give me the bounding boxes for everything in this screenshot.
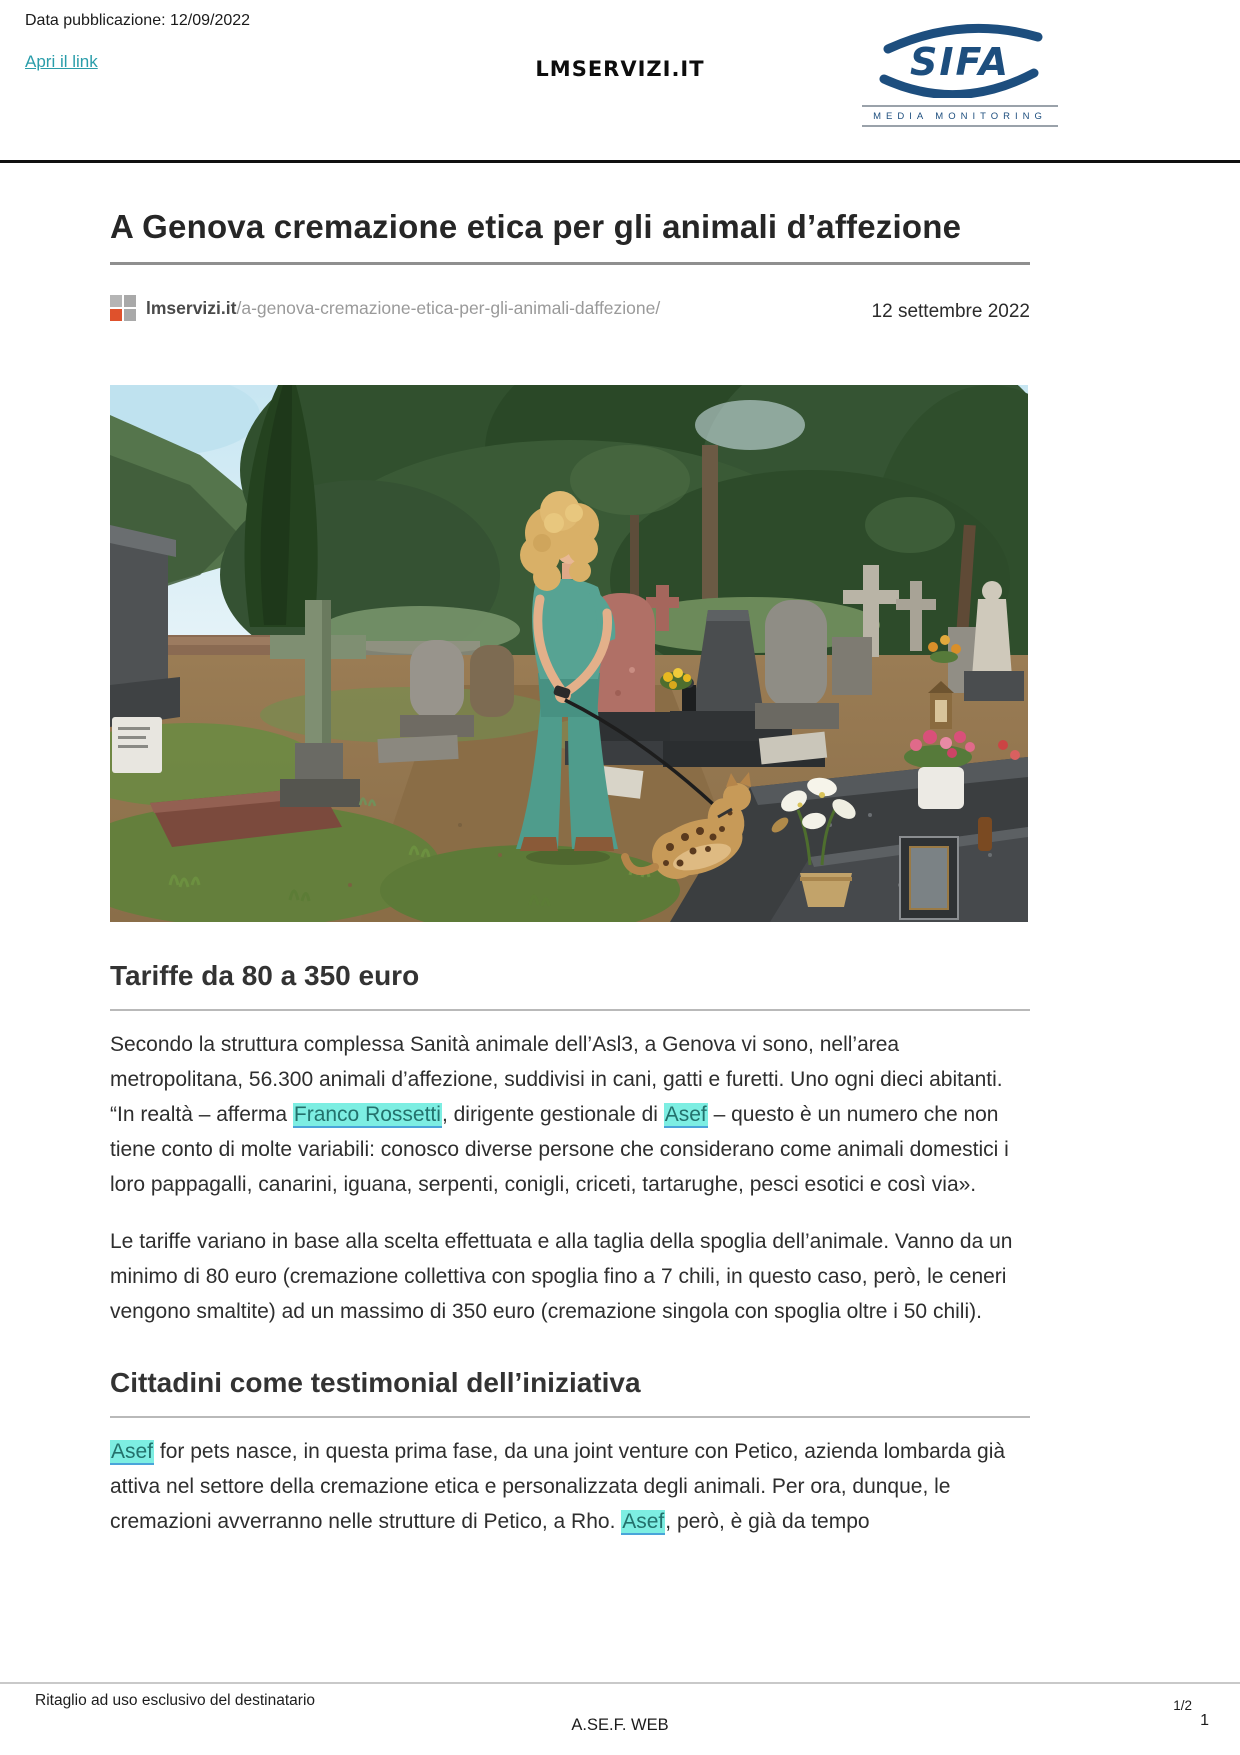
masthead-title: LMSERVIZI.IT (535, 57, 705, 81)
text-run: Secondo la struttura complessa Sanità animale dell’Asl3, a Genova vi sono, nell’area metropolitana, 56.300 animali d’affezione, suddivisi in cani, gatti e furetti. Uno ogni dieci abitanti. “In realtà – afferma (110, 1033, 1003, 1126)
paragraph (110, 1434, 1030, 1539)
site-favicon (110, 295, 136, 321)
text-run: , però, è già da tempo (665, 1510, 870, 1533)
article-photo (110, 385, 1028, 922)
title-divider (110, 262, 1030, 265)
highlight-term: Asef (111, 1440, 154, 1463)
footer-source: A.SE.F. WEB (571, 1716, 669, 1734)
source-row (110, 293, 1030, 323)
section-divider (110, 1009, 1030, 1011)
text-run: , dirigente gestionale di (441, 1103, 664, 1126)
highlight-term: Asef (622, 1510, 665, 1533)
publication-date: Data pubblicazione: 12/09/2022 (25, 12, 251, 29)
logo-tagline: MEDIA MONITORING (862, 105, 1058, 127)
section-heading: Tariffe da 80 a 350 euro (110, 960, 420, 991)
article (110, 165, 1030, 1539)
open-link[interactable]: Apri il link (25, 52, 98, 71)
text-run: – questo è un numero che non tiene conto di molte variabili: conosco diverse persone che considerano come animali domestici i loro pappagalli, canarini, iguana, serpenti, conigli, criceti, tartarughe, pesci esotici e così via». (110, 1103, 1009, 1196)
highlight-term: Franco Rossetti (293, 1103, 441, 1126)
text-run: Le tariffe variano in base alla scelta effettuata e alla taglia della spoglia dell’animale. Vanno da un minimo di 80 euro (cremazione collettiva con spoglia fino a 7 chili, in questo caso, però, le ceneri vengono smaltite) ad un massimo di 350 euro (cremazione singola con spoglia oltre i 50 chili). (110, 1230, 1013, 1323)
sifa-logo-text: SIFA (910, 40, 1010, 84)
text-run: for pets nasce, in questa prima fase, da una joint venture con Petico, azienda lombarda già attiva nel settore della cremazione etica e personalizzata degli animali. Per ora, dunque, le cremazioni avverranno nelle strutture di Petico, a Rho. (110, 1440, 1006, 1533)
section-divider (110, 1416, 1030, 1418)
sifa-logo-mark (862, 22, 1058, 98)
page-fraction: 1/2 (1173, 1698, 1192, 1713)
source-url[interactable] (146, 298, 660, 319)
footer-divider (0, 1682, 1240, 1684)
source-path: /a-genova-cremazione-etica-per-gli-animali-daffezione/ (236, 297, 661, 318)
header-divider (0, 160, 1240, 163)
article-sections (110, 958, 1030, 1539)
article-title: A Genova cremazione etica per gli animali d’affezione (110, 208, 962, 245)
article-date: 12 settembre 2022 (871, 301, 1030, 322)
cemetery-photo-illustration (110, 385, 1028, 922)
paragraph (110, 1224, 1030, 1329)
paragraph (110, 1027, 1030, 1202)
highlight-term: Asef (664, 1103, 707, 1126)
footer-notice: Ritaglio ad uso esclusivo del destinatario (35, 1692, 316, 1709)
page-number: 1 (1200, 1712, 1209, 1729)
section-heading: Cittadini come testimonial dell’iniziativa (110, 1367, 641, 1398)
source-domain: lmservizi.it (146, 297, 237, 318)
sifa-logo (862, 22, 1058, 127)
